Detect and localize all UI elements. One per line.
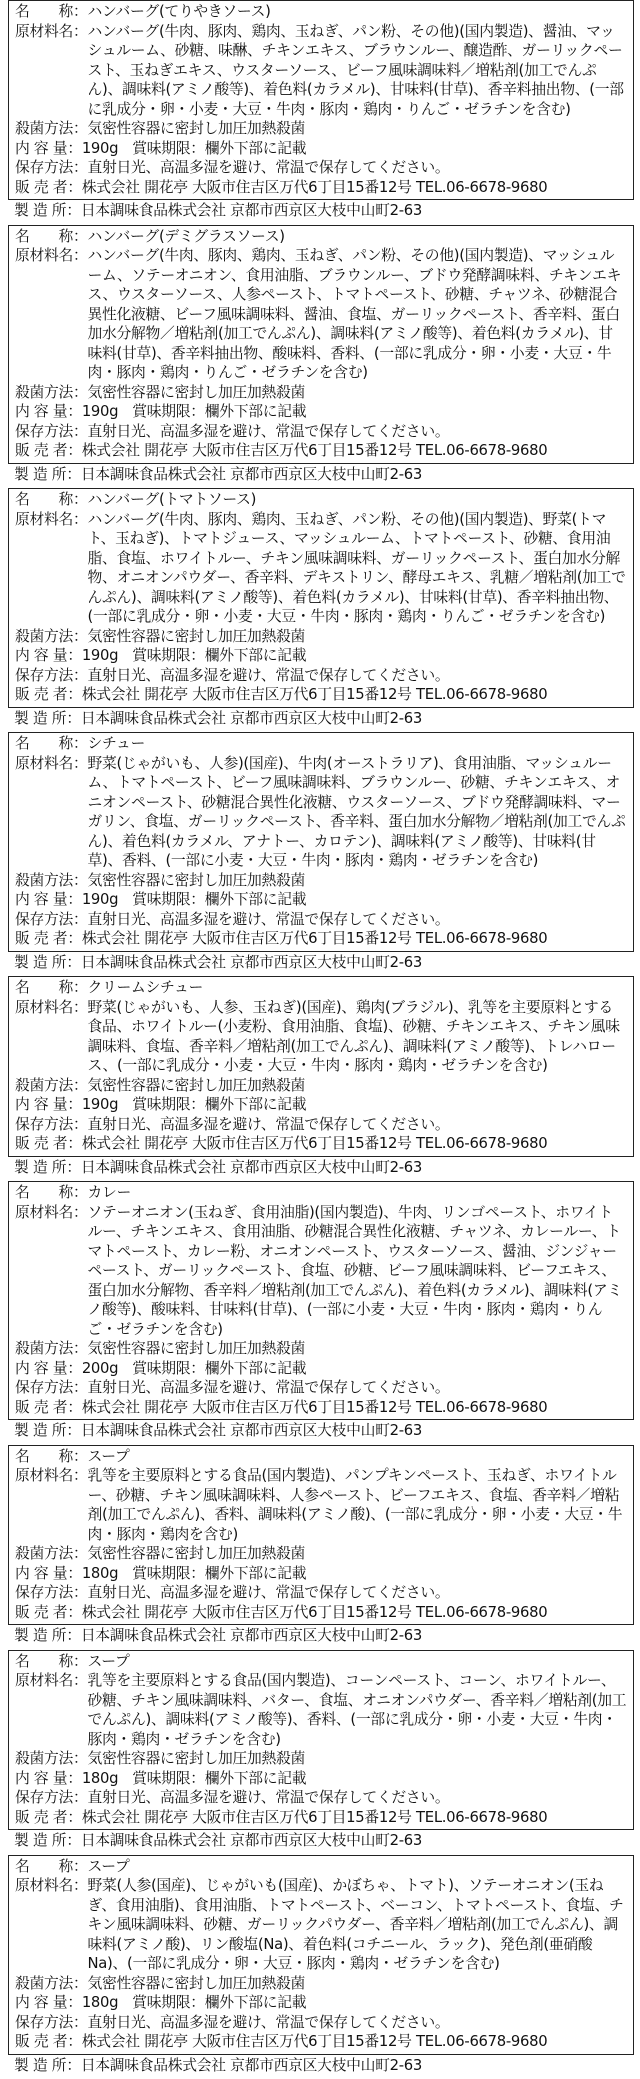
manufacturer-text: 日本調味食品株式会社 京都市西京区大枝中山町2-63 bbox=[80, 202, 423, 219]
storage-text: 直射日光、高温多湿を避け、常温で保存してください。 bbox=[87, 1789, 450, 1806]
sterilization-text: 気密性容器に密封し加圧加熱殺菌 bbox=[87, 1750, 305, 1767]
manufacturer-row: 製 造 所 ： 日本調味食品株式会社 京都市西京区大枝中山町2-63 bbox=[8, 464, 634, 485]
storage-row: 保存方法 ： 直射日光、高温多湿を避け、常温で保存してください。 bbox=[15, 910, 627, 930]
product-name: ハンバーグ(デミグラスソース) bbox=[87, 227, 285, 245]
field-label-seller: 販 売 者 bbox=[15, 1135, 68, 1152]
field-label-manufacturer: 製 造 所 bbox=[14, 202, 67, 219]
label-frame bbox=[8, 1855, 634, 2055]
sterilization-row: 殺菌方法 ： 気密性容器に密封し加圧加熱殺菌 bbox=[15, 383, 627, 403]
storage-row: 保存方法 ： 直射日光、高温多湿を避け、常温で保存してください。 bbox=[15, 2013, 627, 2033]
seller-row: 販 売 者 ： 株式会社 開花亭 大阪市住吉区万代6丁目15番12号 TEL.06-6678-9680 bbox=[15, 1808, 627, 1828]
storage-row: 保存方法 ： 直射日光、高温多湿を避け、常温で保存してください。 bbox=[15, 422, 627, 442]
field-label-sterilization: 殺菌方法 bbox=[15, 1340, 73, 1357]
field-label-storage: 保存方法 bbox=[15, 159, 73, 176]
field-label-ingredients: 原材料名 bbox=[15, 1203, 73, 1221]
seller-text: 株式会社 開花亭 大阪市住吉区万代6丁目15番12号 TEL.06-6678-9680 bbox=[81, 1135, 548, 1152]
manufacturer-text: 日本調味食品株式会社 京都市西京区大枝中山町2-63 bbox=[80, 2056, 423, 2074]
sterilization-text: 気密性容器に密封し加圧加熱殺菌 bbox=[87, 1076, 305, 1094]
volume-value: 190g bbox=[81, 1096, 119, 1113]
ingredients-row: 原材料名 ： 野菜(人参(国産)、じゃがいも(国産)、かぼちゃ、トマト)、ソテーオニオン(玉ねぎ、食用油脂)、食用油脂、トマトペースト、ベーコン、トマトペースト、食塩、チキン風味調味料、砂糖、ガーリックパウダー、香辛料／増粘剤(加工でんぷん)、調味料(アミノ酸)、リン酸塩(Na)、着色料(コチニール、ラック)、発色剤(亜硝酸Na)、(一部に乳成分・卵・大豆・豚肉・鶏肉・ゼラチンを含む) bbox=[15, 1876, 627, 1974]
product-name: スープ bbox=[87, 1857, 130, 1875]
manufacturer-text: 日本調味食品株式会社 京都市西京区大枝中山町2-63 bbox=[80, 1158, 423, 1176]
product-label bbox=[8, 732, 634, 972]
field-label-manufacturer: 製 造 所 bbox=[14, 1422, 67, 1439]
ingredients-text: 野菜(じゃがいも、人参)(国産)、牛肉(オーストラリア)、食用油脂、マッシュルーム、トマトペースト、ビーフ風味調味料、ブラウンルー、砂糖、チキンエキス、オニオンペースト、砂糖混合異性化液糖、ウスターソース、ブドウ発酵調味料、マーガリン、食塩、ガーリックペースト、香辛料、蛋白加水分解物／増粘剤(加工でんぷん)、着色料(カラメル、アナトー、カロテン)、調味料(アミノ酸等)、甘味料(甘草)、香料、(一部に小麦・大豆・牛肉・豚肉・鶏肉・ゼラチンを含む) bbox=[87, 754, 626, 869]
product-label bbox=[8, 1855, 634, 2076]
best-before-label: 賞味期限 bbox=[132, 1096, 191, 1113]
field-label-storage: 保存方法 bbox=[15, 1115, 73, 1133]
sterilization-row: 殺菌方法 ： 気密性容器に密封し加圧加熱殺菌 bbox=[15, 1749, 627, 1769]
volume-value: 180g bbox=[81, 1994, 119, 2011]
volume-value: 190g bbox=[81, 403, 119, 420]
ingredients-text: ハンバーグ(牛肉、豚肉、鶏肉、玉ねぎ、パン粉、その他)(国内製造)、醤油、マッシュルーム、砂糖、味醂、チキンエキス、ブラウンルー、醸造酢、ガーリックペースト、玉ねぎエキス、ウスターソース、ビーフ風味調味料／増粘剤(加工でんぷん)、調味料(アミノ酸等)、着色料(カラメル)、甘味料(甘草)、香辛料抽出物、(一部に乳成分・卵・小麦・大豆・牛肉・豚肉・鶏肉・りんご・ゼラチンを含む) bbox=[87, 22, 624, 118]
label-frame bbox=[8, 732, 634, 952]
name-row: 名 称 ： シチュー bbox=[15, 734, 627, 754]
name-row: 名 称 ： カレー bbox=[15, 1183, 627, 1203]
field-label-storage: 保存方法 bbox=[15, 2013, 73, 2031]
manufacturer-row: 製 造 所 ： 日本調味食品株式会社 京都市西京区大枝中山町2-63 bbox=[8, 1625, 634, 1646]
storage-text: 直射日光、高温多湿を避け、常温で保存してください。 bbox=[87, 2013, 450, 2031]
name-row: 名 称 ： ハンバーグ(てりやきソース) bbox=[15, 2, 627, 22]
field-label-volume: 内 容 量 bbox=[15, 891, 68, 908]
label-frame bbox=[8, 225, 634, 464]
ingredients-row: 原材料名 ： ソテーオニオン(玉ねぎ、食用油脂)(国内製造)、牛肉、リンゴペースト、ホワイトルー、チキンエキス、食用油脂、砂糖混合異性化液糖、チャツネ、カレールー、トマトペースト、カレー粉、オニオンペースト、ウスターソース、醤油、ジンジャーペースト、ガーリックペースト、食塩、砂糖、ビーフ風味調味料、ビーフエキス、蛋白加水分解物、香辛料／増粘剤(加工でんぷん)、着色料(カラメル)、調味料(アミノ酸等)、酸味料、甘味料(甘草)、(一部に小麦・大豆・牛肉・豚肉・鶏肉・りんご・ゼラチンを含む) bbox=[15, 1203, 627, 1340]
ingredients-text: 野菜(人参(国産)、じゃがいも(国産)、かぼちゃ、トマト)、ソテーオニオン(玉ねぎ、食用油脂)、食用油脂、トマトペースト、ベーコン、トマトペースト、食塩、チキン風味調味料、砂糖、ガーリックパウダー、香辛料／増粘剤(加工でんぷん)、調味料(アミノ酸)、リン酸塩(Na)、着色料(コチニール、ラック)、発色剤(亜硝酸Na)、(一部に乳成分・卵・大豆・豚肉・鶏肉・ゼラチンを含む) bbox=[87, 1877, 624, 1972]
product-name: スープ bbox=[87, 1652, 130, 1670]
seller-row: 販 売 者 ： 株式会社 開花亭 大阪市住吉区万代6丁目15番12号 TEL.06-6678-9680 bbox=[15, 1398, 627, 1418]
product-name: ハンバーグ(トマトソース) bbox=[87, 491, 257, 508]
field-label-storage: 保存方法 bbox=[15, 1584, 73, 1601]
storage-text: 直射日光、高温多湿を避け、常温で保存してください。 bbox=[87, 1584, 450, 1601]
volume-value: 190g bbox=[81, 139, 119, 157]
sterilization-row: 殺菌方法 ： 気密性容器に密封し加圧加熱殺菌 bbox=[15, 871, 627, 891]
field-label-ingredients: 原材料名 bbox=[15, 754, 73, 772]
ingredients-text: 乳等を主要原料とする食品(国内製造)、コーンペースト、コーン、ホワイトルー、砂糖、チキン風味調味料、バター、食塩、オニオンパウダー、香辛料／増粘剤(加工でんぷん)、調味料(アミノ酸等)、香料、(一部に乳成分・卵・小麦・大豆・牛肉・豚肉・鶏肉・ゼラチンを含む) bbox=[87, 1672, 627, 1748]
field-label-volume: 内 容 量 bbox=[15, 1359, 68, 1377]
label-list bbox=[8, 0, 634, 2079]
storage-row: 保存方法 ： 直射日光、高温多湿を避け、常温で保存してください。 bbox=[15, 1583, 627, 1603]
ingredients-row: 原材料名 ： ハンバーグ(牛肉、豚肉、鶏肉、玉ねぎ、パン粉、その他)(国内製造)、醤油、マッシュルーム、砂糖、味醂、チキンエキス、ブラウンルー、醸造酢、ガーリックペースト、玉ねぎエキス、ウスターソース、ビーフ風味調味料／増粘剤(加工でんぷん)、調味料(アミノ酸等)、着色料(カラメル)、甘味料(甘草)、香辛料抽出物、(一部に乳成分・卵・小麦・大豆・牛肉・豚肉・鶏肉・りんご・ゼラチンを含む) bbox=[15, 22, 627, 120]
volume-value: 200g bbox=[81, 1359, 119, 1377]
field-label-sterilization: 殺菌方法 bbox=[15, 627, 73, 645]
best-before-label: 賞味期限 bbox=[132, 1359, 191, 1377]
product-label bbox=[8, 488, 634, 728]
volume-row: 内 容 量 ： 200g 賞味期限：欄外下部に記載 bbox=[15, 1359, 307, 1377]
seller-row: 販 売 者 ： 株式会社 開花亭 大阪市住吉区万代6丁目15番12号 TEL.06-6678-9680 bbox=[15, 929, 627, 949]
storage-text: 直射日光、高温多湿を避け、常温で保存してください。 bbox=[87, 666, 450, 684]
storage-text: 直射日光、高温多湿を避け、常温で保存してください。 bbox=[87, 1379, 450, 1396]
sterilization-row: 殺菌方法 ： 気密性容器に密封し加圧加熱殺菌 bbox=[15, 627, 627, 647]
field-label-name: 名 称 bbox=[15, 491, 73, 508]
volume-row: 内 容 量 ： 180g 賞味期限：欄外下部に記載 bbox=[15, 1769, 307, 1787]
label-frame bbox=[8, 0, 634, 200]
field-label-storage: 保存方法 bbox=[15, 666, 73, 684]
manufacturer-row: 製 造 所 ： 日本調味食品株式会社 京都市西京区大枝中山町2-63 bbox=[8, 2055, 634, 2076]
storage-row: 保存方法 ： 直射日光、高温多湿を避け、常温で保存してください。 bbox=[15, 666, 627, 686]
field-label-sterilization: 殺菌方法 bbox=[15, 383, 73, 401]
ingredients-text: 野菜(じゃがいも、人参、玉ねぎ)(国産)、鶏肉(ブラジル)、乳等を主要原料とする食品、ホワイトルー(小麦粉、食用油脂、食塩)、砂糖、チキンエキス、チキン風味調味料、食塩、香辛料／増粘剤(加工でんぷん)、調味料(アミノ酸等)、トレハロース、(一部に乳成分・小麦・大豆・牛肉・豚肉・鶏肉・ゼラチンを含む) bbox=[87, 998, 620, 1074]
best-before-text: 欄外下部に記載 bbox=[204, 891, 307, 908]
storage-row: 保存方法 ： 直射日光、高温多湿を避け、常温で保存してください。 bbox=[15, 1115, 627, 1135]
best-before-text: 欄外下部に記載 bbox=[204, 403, 307, 420]
volume-row: 内 容 量 ： 190g 賞味期限：欄外下部に記載 bbox=[15, 891, 307, 908]
field-label-storage: 保存方法 bbox=[15, 1789, 73, 1806]
storage-text: 直射日光、高温多湿を避け、常温で保存してください。 bbox=[87, 422, 450, 440]
ingredients-text: ハンバーグ(牛肉、豚肉、鶏肉、玉ねぎ、パン粉、その他)(国内製造)、野菜(トマト、玉ねぎ)、トマトジュース、マッシュルーム、トマトペースト、砂糖、食用油脂、食塩、ホワイトルー、チキン風味調味料、ガーリックペースト、蛋白加水分解物、オニオンパウダー、香辛料、デキストリン、酵母エキス、乳糖／増粘剤(加工でんぷん)、調味料(アミノ酸等)、着色料(カラメル)、甘味料(甘草)、香辛料抽出物、(一部に乳成分・卵・小麦・大豆・牛肉・豚肉・鶏肉・りんご・ゼラチンを含む) bbox=[87, 510, 626, 625]
field-label-seller: 販 売 者 bbox=[15, 1808, 68, 1826]
volume-value: 180g bbox=[81, 1564, 119, 1582]
field-label-manufacturer: 製 造 所 bbox=[14, 1627, 67, 1644]
product-label bbox=[8, 225, 634, 485]
field-label-volume: 内 容 量 bbox=[15, 647, 68, 664]
ingredients-text: ハンバーグ(牛肉、豚肉、鶏肉、玉ねぎ、パン粉、その他)(国内製造)、マッシュルーム、ソテーオニオン、食用油脂、ブラウンルー、ブドウ発酵調味料、チキンエキス、ウスターソース、人参ペースト、トマトペースト、砂糖、チャツネ、砂糖混合異性化液糖、ビーフ風味調味料、醤油、食塩、ガーリックペースト、香辛料、蛋白加水分解物／増粘剤(加工でんぷん)、調味料(アミノ酸等)、着色料(カラメル)、甘味料(甘草)、香辛料抽出物、酸味料、香料、(一部に乳成分・卵・小麦・大豆・牛肉・豚肉・鶏肉・りんご・ゼラチンを含む) bbox=[87, 247, 622, 381]
field-label-sterilization: 殺菌方法 bbox=[15, 1545, 73, 1562]
product-label bbox=[8, 1650, 634, 1851]
manufacturer-text: 日本調味食品株式会社 京都市西京区大枝中山町2-63 bbox=[80, 709, 423, 727]
product-label bbox=[8, 1181, 634, 1441]
field-label-sterilization: 殺菌方法 bbox=[15, 1974, 73, 1992]
field-label-ingredients: 原材料名 bbox=[15, 1877, 73, 1894]
volume-row: 内 容 量 ： 180g 賞味期限：欄外下部に記載 bbox=[15, 1994, 307, 2011]
field-label-seller: 販 売 者 bbox=[15, 930, 68, 947]
seller-text: 株式会社 開花亭 大阪市住吉区万代6丁目15番12号 TEL.06-6678-9680 bbox=[81, 1398, 548, 1416]
seller-text: 株式会社 開花亭 大阪市住吉区万代6丁目15番12号 TEL.06-6678-9680 bbox=[81, 2033, 548, 2050]
product-name: クリームシチュー bbox=[87, 979, 204, 996]
product-label bbox=[8, 976, 634, 1177]
volume-row: 内 容 量 ： 190g 賞味期限：欄外下部に記載 bbox=[15, 403, 307, 420]
seller-text: 株式会社 開花亭 大阪市住吉区万代6丁目15番12号 TEL.06-6678-9680 bbox=[81, 1603, 548, 1621]
ingredients-row: 原材料名 ： 乳等を主要原料とする食品(国内製造)、コーンペースト、コーン、ホワイトルー、砂糖、チキン風味調味料、バター、食塩、オニオンパウダー、香辛料／増粘剤(加工でんぷん)、調味料(アミノ酸等)、香料、(一部に乳成分・卵・小麦・大豆・牛肉・豚肉・鶏肉・ゼラチンを含む) bbox=[15, 1672, 627, 1748]
sterilization-text: 気密性容器に密封し加圧加熱殺菌 bbox=[87, 1545, 305, 1562]
ingredients-row: 原材料名 ： ハンバーグ(牛肉、豚肉、鶏肉、玉ねぎ、パン粉、その他)(国内製造)、野菜(トマト、玉ねぎ)、トマトジュース、マッシュルーム、トマトペースト、砂糖、食用油脂、食塩、ホワイトルー、チキン風味調味料、ガーリックペースト、蛋白加水分解物、オニオンパウダー、香辛料、デキストリン、酵母エキス、乳糖／増粘剤(加工でんぷん)、調味料(アミノ酸等)、着色料(カラメル)、甘味料(甘草)、香辛料抽出物、(一部に乳成分・卵・小麦・大豆・牛肉・豚肉・鶏肉・りんご・ゼラチンを含む) bbox=[15, 510, 626, 625]
sterilization-text: 気密性容器に密封し加圧加熱殺菌 bbox=[87, 1974, 305, 1992]
best-before-label: 賞味期限 bbox=[132, 647, 191, 664]
seller-row: 販 売 者 ： 株式会社 開花亭 大阪市住吉区万代6丁目15番12号 TEL.06-6678-9680 bbox=[15, 441, 627, 461]
best-before-label: 賞味期限 bbox=[132, 1769, 191, 1787]
field-label-manufacturer: 製 造 所 bbox=[14, 465, 67, 483]
label-frame bbox=[8, 1650, 634, 1831]
name-row: 名 称 ： スープ bbox=[15, 1652, 627, 1672]
storage-row: 保存方法 ： 直射日光、高温多湿を避け、常温で保存してください。 bbox=[15, 1788, 627, 1808]
name-row: 名 称 ： ハンバーグ(デミグラスソース) bbox=[15, 227, 627, 247]
field-label-storage: 保存方法 bbox=[15, 910, 73, 928]
best-before-text: 欄外下部に記載 bbox=[204, 1769, 307, 1787]
field-label-name: 名 称 bbox=[15, 1857, 73, 1875]
field-label-volume: 内 容 量 bbox=[15, 403, 68, 420]
seller-text: 株式会社 開花亭 大阪市住吉区万代6丁目15番12号 TEL.06-6678-9680 bbox=[81, 930, 548, 947]
field-label-seller: 販 売 者 bbox=[15, 2033, 68, 2050]
ingredients-text: 乳等を主要原料とする食品(国内製造)、パンプキンペースト、玉ねぎ、ホワイトルー、砂糖、チキン風味調味料、人参ペースト、ビーフエキス、食塩、香辛料／増粘剤(加工でんぷん)、香料、調味料(アミノ酸)、(一部に乳成分・卵・小麦・大豆・牛肉・豚肉・鶏肉を含む) bbox=[87, 1467, 623, 1543]
field-label-name: 名 称 bbox=[15, 1652, 73, 1670]
product-name: スープ bbox=[87, 1447, 130, 1465]
ingredients-row: 原材料名 ： 乳等を主要原料とする食品(国内製造)、パンプキンペースト、玉ねぎ、ホワイトルー、砂糖、チキン風味調味料、人参ペースト、ビーフエキス、食塩、香辛料／増粘剤(加工でんぷん)、香料、調味料(アミノ酸)、(一部に乳成分・卵・小麦・大豆・牛肉・豚肉・鶏肉を含む) bbox=[15, 1466, 627, 1544]
ingredients-row: 原材料名 ： 野菜(じゃがいも、人参)(国産)、牛肉(オーストラリア)、食用油脂、マッシュルーム、トマトペースト、ビーフ風味調味料、ブラウンルー、砂糖、チキンエキス、オニオンペースト、砂糖混合異性化液糖、ウスターソース、ブドウ発酵調味料、マーガリン、食塩、ガーリックペースト、香辛料、蛋白加水分解物／増粘剤(加工でんぷん)、着色料(カラメル、アナトー、カロテン)、調味料(アミノ酸等)、甘味料(甘草)、香料、(一部に小麦・大豆・牛肉・豚肉・鶏肉・ゼラチンを含む) bbox=[15, 754, 626, 869]
field-label-name: 名 称 bbox=[15, 3, 73, 20]
field-label-manufacturer: 製 造 所 bbox=[14, 2056, 67, 2074]
field-label-name: 名 称 bbox=[15, 735, 73, 752]
field-label-volume: 内 容 量 bbox=[15, 139, 68, 157]
manufacturer-row: 製 造 所 ： 日本調味食品株式会社 京都市西京区大枝中山町2-63 bbox=[8, 1157, 634, 1178]
storage-row: 保存方法 ： 直射日光、高温多湿を避け、常温で保存してください。 bbox=[15, 1378, 627, 1398]
field-label-manufacturer: 製 造 所 bbox=[14, 1158, 67, 1176]
label-frame bbox=[8, 488, 634, 708]
volume-row: 内 容 量 ： 180g 賞味期限：欄外下部に記載 bbox=[15, 1564, 307, 1582]
best-before-text: 欄外下部に記載 bbox=[204, 1359, 307, 1377]
manufacturer-text: 日本調味食品株式会社 京都市西京区大枝中山町2-63 bbox=[80, 1422, 423, 1439]
field-label-ingredients: 原材料名 bbox=[15, 998, 73, 1016]
name-row: 名 称 ： スープ bbox=[15, 1857, 627, 1877]
field-label-manufacturer: 製 造 所 bbox=[14, 1832, 67, 1849]
sterilization-row: 殺菌方法 ： 気密性容器に密封し加圧加熱殺菌 bbox=[15, 1544, 627, 1564]
field-label-sterilization: 殺菌方法 bbox=[15, 1750, 73, 1767]
field-label-ingredients: 原材料名 bbox=[15, 1467, 73, 1484]
field-label-volume: 内 容 量 bbox=[15, 1564, 68, 1582]
best-before-text: 欄外下部に記載 bbox=[204, 139, 307, 157]
field-label-seller: 販 売 者 bbox=[15, 1603, 68, 1621]
best-before-label: 賞味期限 bbox=[132, 891, 191, 908]
field-label-seller: 販 売 者 bbox=[15, 178, 68, 196]
manufacturer-row: 製 造 所 ： 日本調味食品株式会社 京都市西京区大枝中山町2-63 bbox=[8, 1420, 634, 1441]
ingredients-text: ソテーオニオン(玉ねぎ、食用油脂)(国内製造)、牛肉、リンゴペースト、ホワイトルー、チキンエキス、食用油脂、砂糖混合異性化液糖、チャツネ、カレールー、トマトペースト、カレー粉、オニオンペースト、ウスターソース、醤油、ジンジャーペースト、ガーリックペースト、食塩、砂糖、ビーフ風味調味料、ビーフエキス、蛋白加水分解物、香辛料／増粘剤(加工でんぷん)、着色料(カラメル)、調味料(アミノ酸等)、酸味料、甘味料(甘草)、(一部に小麦・大豆・牛肉・豚肉・鶏肉・りんご・ゼラチンを含む) bbox=[87, 1203, 622, 1338]
field-label-ingredients: 原材料名 bbox=[15, 247, 73, 264]
sterilization-text: 気密性容器に密封し加圧加熱殺菌 bbox=[87, 871, 305, 889]
seller-row: 販 売 者 ： 株式会社 開花亭 大阪市住吉区万代6丁目15番12号 TEL.06-6678-9680 bbox=[15, 178, 627, 198]
best-before-text: 欄外下部に記載 bbox=[204, 1564, 307, 1582]
product-name: ハンバーグ(てりやきソース) bbox=[87, 3, 271, 20]
manufacturer-text: 日本調味食品株式会社 京都市西京区大枝中山町2-63 bbox=[80, 1832, 423, 1849]
seller-text: 株式会社 開花亭 大阪市住吉区万代6丁目15番12号 TEL.06-6678-9680 bbox=[81, 442, 548, 459]
volume-value: 190g bbox=[81, 891, 119, 908]
manufacturer-text: 日本調味食品株式会社 京都市西京区大枝中山町2-63 bbox=[80, 465, 423, 483]
label-frame bbox=[8, 976, 634, 1157]
field-label-sterilization: 殺菌方法 bbox=[15, 871, 73, 889]
sterilization-row: 殺菌方法 ： 気密性容器に密封し加圧加熱殺菌 bbox=[15, 119, 627, 139]
seller-row: 販 売 者 ： 株式会社 開花亭 大阪市住吉区万代6丁目15番12号 TEL.06-6678-9680 bbox=[15, 1134, 627, 1154]
manufacturer-row: 製 造 所 ： 日本調味食品株式会社 京都市西京区大枝中山町2-63 bbox=[8, 708, 634, 729]
manufacturer-row: 製 造 所 ： 日本調味食品株式会社 京都市西京区大枝中山町2-63 bbox=[8, 1830, 634, 1851]
best-before-label: 賞味期限 bbox=[132, 1564, 191, 1582]
volume-row: 内 容 量 ： 190g 賞味期限：欄外下部に記載 bbox=[15, 647, 307, 664]
seller-row: 販 売 者 ： 株式会社 開花亭 大阪市住吉区万代6丁目15番12号 TEL.06-6678-9680 bbox=[15, 2032, 627, 2052]
ingredients-row: 原材料名 ： 野菜(じゃがいも、人参、玉ねぎ)(国産)、鶏肉(ブラジル)、乳等を主要原料とする食品、ホワイトルー(小麦粉、食用油脂、食塩)、砂糖、チキンエキス、チキン風味調味料、食塩、香辛料／増粘剤(加工でんぷん)、調味料(アミノ酸等)、トレハロース、(一部に乳成分・小麦・大豆・牛肉・豚肉・鶏肉・ゼラチンを含む) bbox=[15, 998, 627, 1076]
sterilization-text: 気密性容器に密封し加圧加熱殺菌 bbox=[87, 627, 305, 645]
sterilization-text: 気密性容器に密封し加圧加熱殺菌 bbox=[87, 120, 305, 137]
field-label-name: 名 称 bbox=[15, 979, 73, 996]
product-name: シチュー bbox=[87, 735, 146, 752]
seller-row: 販 売 者 ： 株式会社 開花亭 大阪市住吉区万代6丁目15番12号 TEL.06-6678-9680 bbox=[15, 685, 627, 705]
best-before-text: 欄外下部に記載 bbox=[204, 1096, 307, 1113]
seller-text: 株式会社 開花亭 大阪市住吉区万代6丁目15番12号 TEL.06-6678-9680 bbox=[81, 178, 548, 196]
product-label bbox=[8, 1445, 634, 1646]
field-label-storage: 保存方法 bbox=[15, 1379, 73, 1396]
field-label-seller: 販 売 者 bbox=[15, 1398, 68, 1416]
field-label-manufacturer: 製 造 所 bbox=[14, 709, 67, 727]
name-row: 名 称 ： ハンバーグ(トマトソース) bbox=[15, 490, 627, 510]
volume-row: 内 容 量 ： 190g 賞味期限：欄外下部に記載 bbox=[15, 139, 307, 157]
best-before-label: 賞味期限 bbox=[132, 139, 191, 157]
name-row: 名 称 ： クリームシチュー bbox=[15, 978, 627, 998]
field-label-ingredients: 原材料名 bbox=[15, 1672, 73, 1689]
product-label bbox=[8, 0, 634, 221]
field-label-ingredients: 原材料名 bbox=[15, 510, 73, 528]
volume-row: 内 容 量 ： 190g 賞味期限：欄外下部に記載 bbox=[15, 1096, 307, 1113]
seller-text: 株式会社 開花亭 大阪市住吉区万代6丁目15番12号 TEL.06-6678-9680 bbox=[81, 1808, 548, 1826]
field-label-volume: 内 容 量 bbox=[15, 1994, 68, 2011]
field-label-sterilization: 殺菌方法 bbox=[15, 1076, 73, 1094]
manufacturer-text: 日本調味食品株式会社 京都市西京区大枝中山町2-63 bbox=[80, 953, 423, 971]
volume-value: 180g bbox=[81, 1769, 119, 1787]
best-before-label: 賞味期限 bbox=[132, 1994, 191, 2011]
ingredients-row: 原材料名 ： ハンバーグ(牛肉、豚肉、鶏肉、玉ねぎ、パン粉、その他)(国内製造)、マッシュルーム、ソテーオニオン、食用油脂、ブラウンルー、ブドウ発酵調味料、チキンエキス、ウスターソース、人参ペースト、トマトペースト、砂糖、チャツネ、砂糖混合異性化液糖、ビーフ風味調味料、醤油、食塩、ガーリックペースト、香辛料、蛋白加水分解物／増粘剤(加工でんぷん)、調味料(アミノ酸等)、着色料(カラメル)、甘味料(甘草)、香辛料抽出物、酸味料、香料、(一部に乳成分・卵・小麦・大豆・牛肉・豚肉・鶏肉・りんご・ゼラチンを含む) bbox=[15, 246, 627, 383]
sterilization-row: 殺菌方法 ： 気密性容器に密封し加圧加熱殺菌 bbox=[15, 1339, 627, 1359]
field-label-sterilization: 殺菌方法 bbox=[15, 120, 73, 137]
seller-text: 株式会社 開花亭 大阪市住吉区万代6丁目15番12号 TEL.06-6678-9680 bbox=[81, 686, 548, 703]
manufacturer-row: 製 造 所 ： 日本調味食品株式会社 京都市西京区大枝中山町2-63 bbox=[8, 952, 634, 973]
field-label-storage: 保存方法 bbox=[15, 422, 73, 440]
storage-text: 直射日光、高温多湿を避け、常温で保存してください。 bbox=[87, 1115, 450, 1133]
storage-text: 直射日光、高温多湿を避け、常温で保存してください。 bbox=[87, 910, 450, 928]
field-label-seller: 販 売 者 bbox=[15, 442, 68, 459]
volume-value: 190g bbox=[81, 647, 119, 664]
field-label-ingredients: 原材料名 bbox=[15, 22, 73, 40]
label-frame bbox=[8, 1445, 634, 1626]
field-label-volume: 内 容 量 bbox=[15, 1096, 68, 1113]
label-frame bbox=[8, 1181, 634, 1420]
best-before-text: 欄外下部に記載 bbox=[204, 647, 307, 664]
field-label-seller: 販 売 者 bbox=[15, 686, 68, 703]
field-label-name: 名 称 bbox=[15, 1447, 73, 1465]
seller-row: 販 売 者 ： 株式会社 開花亭 大阪市住吉区万代6丁目15番12号 TEL.06-6678-9680 bbox=[15, 1603, 627, 1623]
sterilization-row: 殺菌方法 ： 気密性容器に密封し加圧加熱殺菌 bbox=[15, 1076, 627, 1096]
product-name: カレー bbox=[87, 1184, 131, 1201]
best-before-text: 欄外下部に記載 bbox=[204, 1994, 307, 2011]
field-label-manufacturer: 製 造 所 bbox=[14, 953, 67, 971]
field-label-volume: 内 容 量 bbox=[15, 1769, 68, 1787]
storage-row: 保存方法 ： 直射日光、高温多湿を避け、常温で保存してください。 bbox=[15, 158, 627, 178]
field-label-name: 名 称 bbox=[15, 227, 73, 245]
sterilization-row: 殺菌方法 ： 気密性容器に密封し加圧加熱殺菌 bbox=[15, 1974, 627, 1994]
storage-text: 直射日光、高温多湿を避け、常温で保存してください。 bbox=[87, 159, 450, 176]
best-before-label: 賞味期限 bbox=[132, 403, 191, 420]
field-label-name: 名 称 bbox=[15, 1184, 73, 1201]
name-row: 名 称 ： スープ bbox=[15, 1447, 627, 1467]
sterilization-text: 気密性容器に密封し加圧加熱殺菌 bbox=[87, 1340, 305, 1357]
sterilization-text: 気密性容器に密封し加圧加熱殺菌 bbox=[87, 383, 305, 401]
manufacturer-row: 製 造 所 ： 日本調味食品株式会社 京都市西京区大枝中山町2-63 bbox=[8, 200, 634, 221]
manufacturer-text: 日本調味食品株式会社 京都市西京区大枝中山町2-63 bbox=[80, 1627, 423, 1644]
